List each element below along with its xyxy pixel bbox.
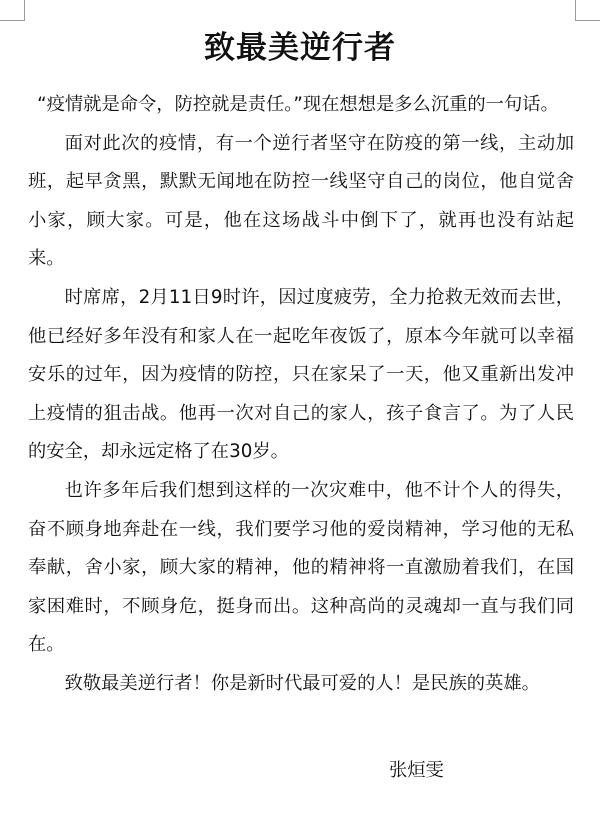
paragraph-reflection: 也许多年后我们想到这样的一次灾难中，他不计个人的得失，奋不顾身地奔赴在一线，我们要学习他的爱岗精神，学习他的无私奉献，舍小家，顾大家的精神，他的精神将一直激励着我们，在国家困难时，不顾身危，挺身而出。这种高尚的灵魂却一直与我们同在。 [28, 479, 574, 656]
paragraph-sacrifice: 时席席，2月11日9时许，因过度疲劳，全力抢救无效而去世，他已经好多年没有和家人在一起吃年夜饭了，原本今年就可以幸福安乐的过年，因为疫情的防控，只在家呆了一天，他又重新出发冲上疫情的狙击战。他再一次对自己的家人，孩子食言了。为了人民的安全，却永远定格了在30岁。 [28, 286, 574, 463]
document-body [28, 86, 574, 704]
author-signature: 张烜雯 [389, 760, 444, 781]
document-title: 致最美逆行者 [204, 30, 396, 66]
crop-mark-top-right [575, 0, 600, 21]
paragraph-frontline: 面对此次的疫情，有一个逆行者坚守在防疫的第一线，主动加班，起早贪黑，默默无闻地在防控一线坚守自己的岗位，他自觉舍小家，顾大家。可是，他在这场战斗中倒下了，就再也没有站起来。 [28, 132, 574, 270]
paragraph-quote: “疫情就是命令，防控就是责任。”现在想想是多么沉重的一句话。 [37, 94, 559, 115]
crop-mark-top-left [0, 0, 25, 21]
paragraph-salute: 致敬最美逆行者！你是新时代最可爱的人！是民族的英雄。 [64, 672, 540, 694]
